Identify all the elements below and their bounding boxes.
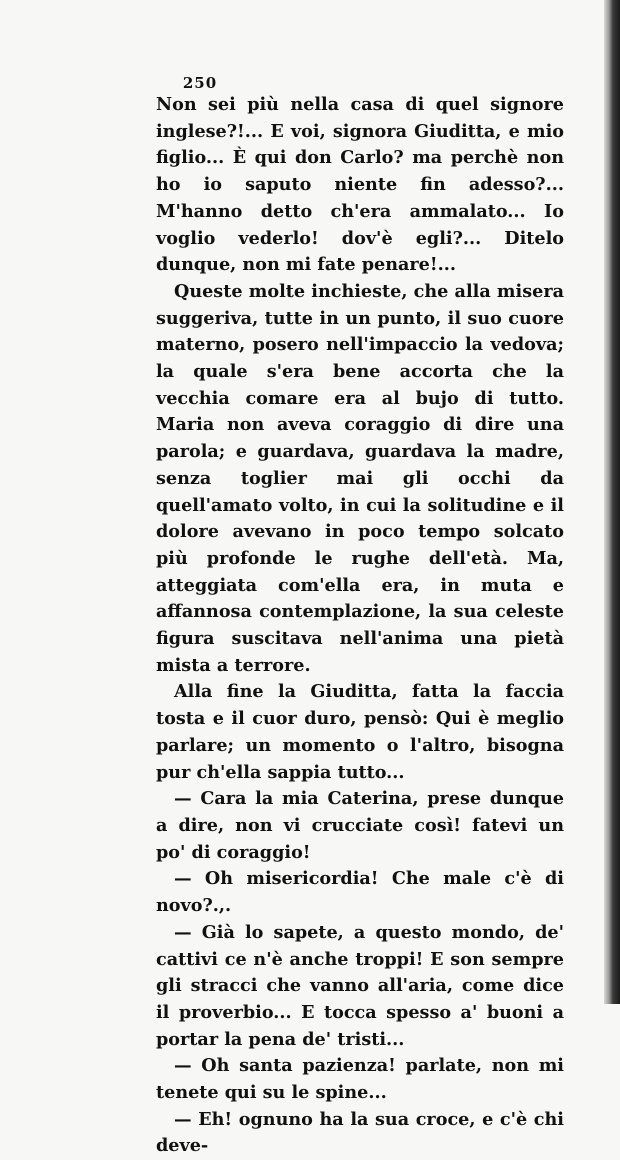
body-text [156,92,564,1160]
paragraph: Non sei più nella casa di quel signore inglese?!... E voi, signora Giuditta, e mio figlio... È qui don Carlo? ma perchè non ho io saputo niente fin adesso?... M'hanno detto ch'era ammalato... Io voglio vederlo! dov'è egli?... Ditelo dunque, non mi fate penare!... [156,94,564,276]
dialogue-line: — Eh! ognuno ha la sua croce, e c'è chi deve- [156,1108,564,1157]
dialogue-line: — Oh santa pazienza! parlate, non mi tenete qui su le spine... [156,1055,564,1104]
page-number: 250 [182,74,218,92]
dialogue-line: — Oh misericordia! Che male c'è di novo?.,. [156,868,564,917]
paragraph: Alla fine la Giuditta, fatta la faccia tosta e il cuor duro, pensò: Qui è meglio parlare; un momento o l'altro, bisogna pur ch'ella sappia tutto... [156,681,564,783]
dialogue-line: — Già lo sapete, a questo mondo, de' cattivi ce n'è anche troppi! E son sempre gli stracci che vanno all'aria, come dice il proverbio... E tocca spesso a' buoni a portar la pena de' tristi... [156,921,564,1050]
page-edge-shadow [604,0,620,1004]
dialogue-line: — Cara la mia Caterina, prese dunque a dire, non vi crucciate così! fatevi un po' di coraggio! [156,788,564,863]
paragraph: Queste molte inchieste, che alla misera suggeriva, tutte in un punto, il suo cuore materno, posero nell'impaccio la vedova; la quale s'era bene accorta che la vecchia comare era al bujo di tutto. Maria non aveva coraggio di dire una parola; e guardava, guardava la madre, senza toglier mai gli occhi da quell'amato volto, in cui la solitudine e il dolore avevano in poco tempo solcato più profonde le rughe dell'età. Ma, atteggiata com'ella era, in muta e affannosa contemplazione, la sua celeste figura suscitava nell'anima una pietà mista a terrore. [156,280,564,676]
